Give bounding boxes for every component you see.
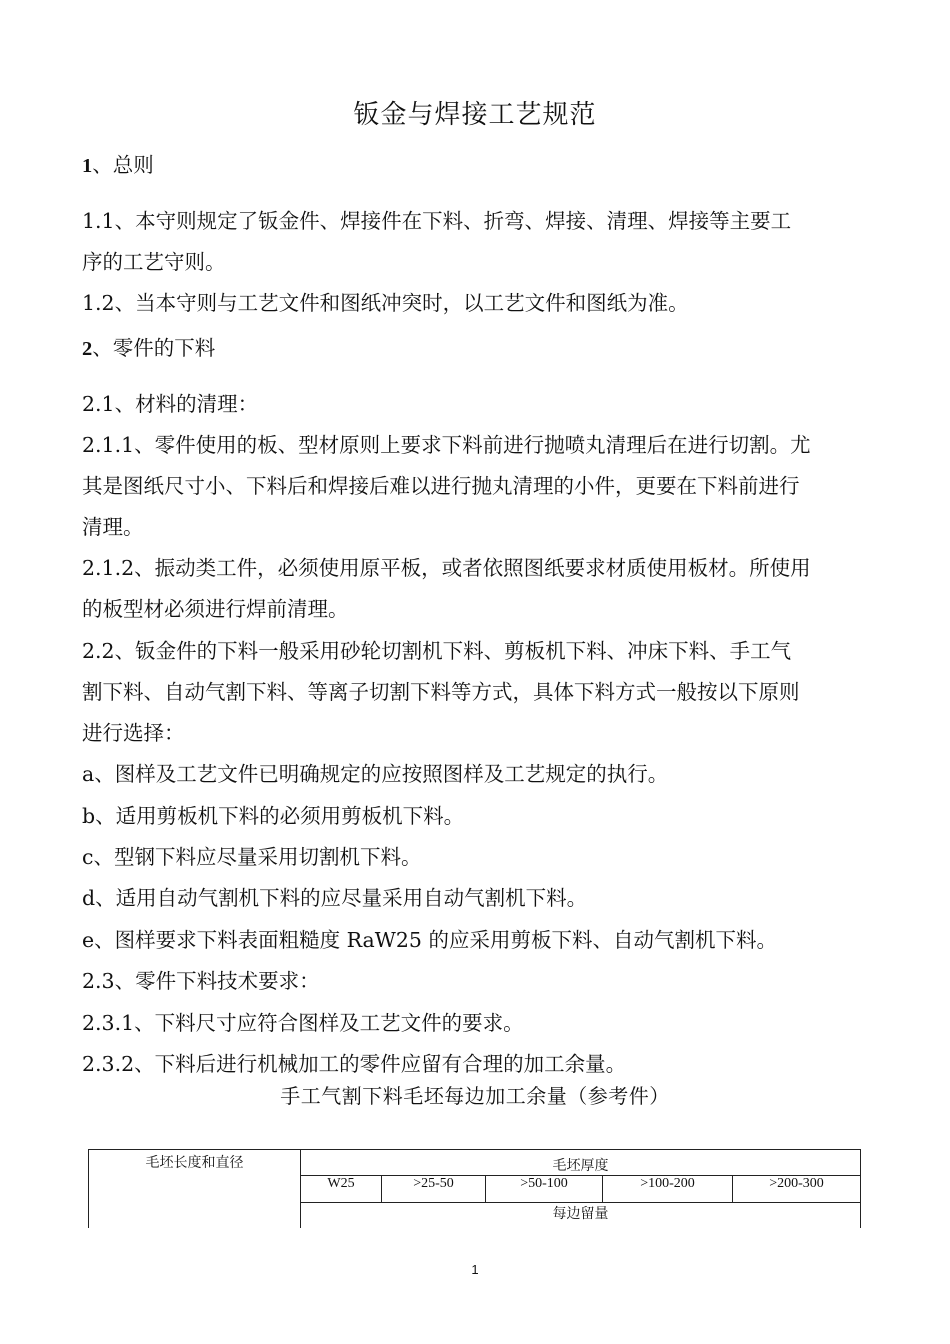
table-column-header: >100-200 xyxy=(603,1176,733,1202)
table-sub-header: 每边留量 xyxy=(301,1202,861,1228)
paragraph: 清理。 xyxy=(82,515,144,539)
paragraph: 2.1.1、零件使用的板、型材原则上要求下料前进行抛喷丸清理后在进行切割。尤 xyxy=(82,433,811,457)
section-heading-1: 1、总则 xyxy=(82,153,154,177)
list-item: c、型钢下料应尽量采用切割机下料。 xyxy=(82,845,422,869)
paragraph: 进行选择： xyxy=(82,721,185,745)
table-group-header: 毛坯厚度 xyxy=(301,1150,861,1176)
section-number: 2 xyxy=(82,338,93,360)
paragraph: 2.2、钣金件的下料一般采用砂轮切割机下料、剪板机下料、冲床下料、手工气 xyxy=(82,639,792,663)
paragraph: 2.3、零件下料技术要求： xyxy=(82,969,320,993)
table-column-header: >50-100 xyxy=(486,1176,603,1202)
table-column-header: W25 xyxy=(301,1176,382,1202)
paragraph: 2.1、材料的清理： xyxy=(82,392,259,416)
table-column-header: >200-300 xyxy=(733,1176,861,1202)
list-item: a、图样及工艺文件已明确规定的应按照图样及工艺规定的执行。 xyxy=(82,762,669,786)
paragraph: 1.2、当本守则与工艺文件和图纸冲突时，以工艺文件和图纸为准。 xyxy=(82,291,689,315)
document-title: 钣金与焊接工艺规范 xyxy=(353,100,597,130)
table-caption: 手工气割下料毛坯每边加工余量（参考件） xyxy=(280,1084,670,1108)
table-column-header: >25-50 xyxy=(382,1176,486,1202)
section-number: 1 xyxy=(82,155,93,177)
list-item: b、适用剪板机下料的必须用剪板机下料。 xyxy=(82,804,465,828)
table-corner-header: 毛坯长度和直径 xyxy=(89,1150,301,1229)
paragraph: 割下料、自动气割下料、等离子切割下料等方式，具体下料方式一般按以下原则 xyxy=(82,680,800,704)
paragraph: 2.3.2、下料后进行机械加工的零件应留有合理的加工余量。 xyxy=(82,1052,627,1076)
paragraph: 其是图纸尺寸小、下料后和焊接后难以进行抛丸清理的小件，更要在下料前进行 xyxy=(82,474,800,498)
paragraph: 2.3.1、下料尺寸应符合图样及工艺文件的要求。 xyxy=(82,1011,524,1035)
list-item: d、适用自动气割机下料的应尽量采用自动气割机下料。 xyxy=(82,886,588,910)
page-number: 1 xyxy=(471,1262,479,1277)
paragraph: 的板型材必须进行焊前清理。 xyxy=(82,597,349,621)
paragraph: 序的工艺守则。 xyxy=(82,250,226,274)
allowance-table xyxy=(88,1149,861,1228)
paragraph: 1.1、本守则规定了钣金件、焊接件在下料、折弯、焊接、清理、焊接等主要工 xyxy=(82,209,792,233)
paragraph: 2.1.2、振动类工件，必须使用原平板，或者依照图纸要求材质使用板材。所使用 xyxy=(82,556,811,580)
section-heading-2: 2、零件的下料 xyxy=(82,336,216,360)
list-item: e、图样要求下料表面粗糙度 RaW25 的应采用剪板下料、自动气割机下料。 xyxy=(82,928,777,952)
